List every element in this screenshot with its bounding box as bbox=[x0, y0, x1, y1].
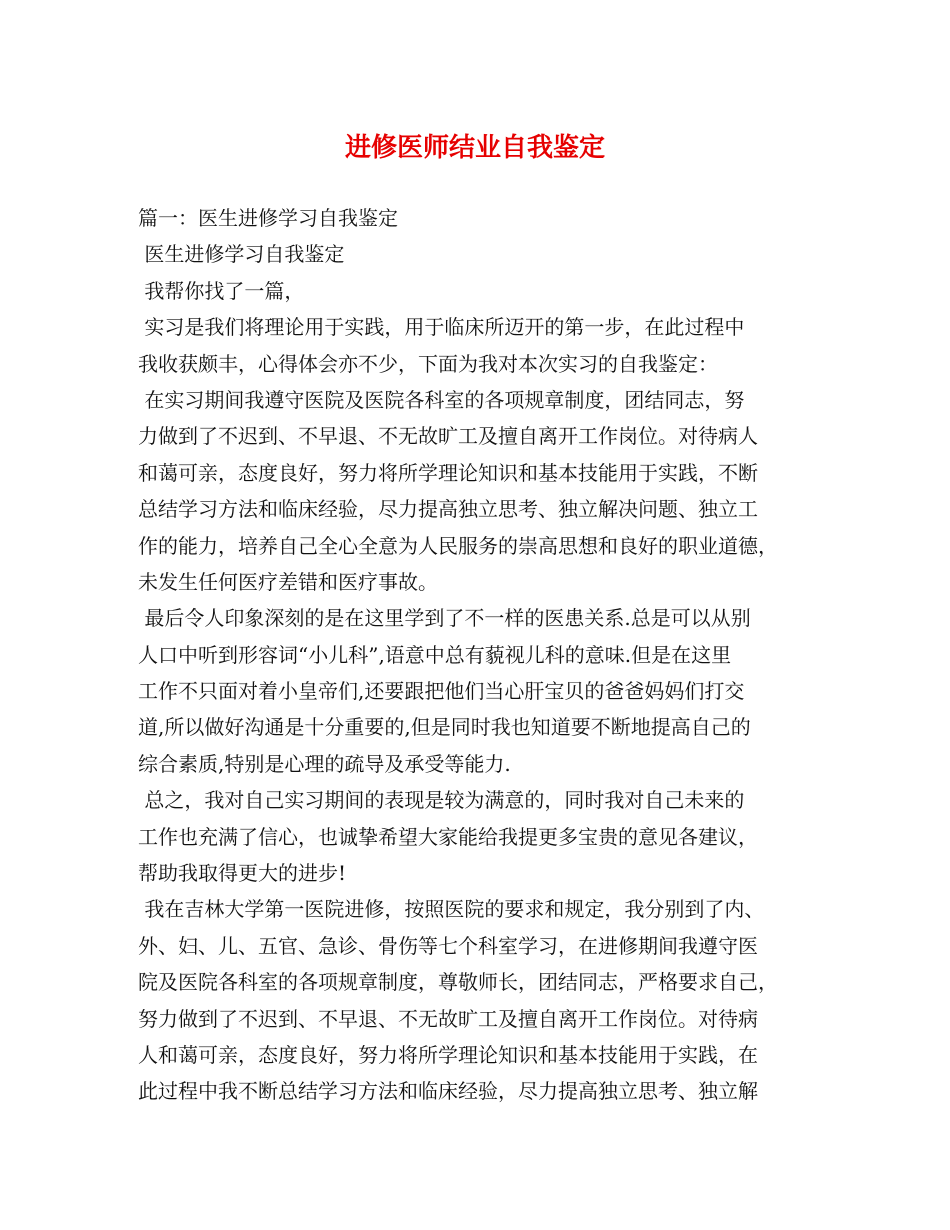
text-line: 人和蔼可亲，态度良好，努力将所学理论知识和基本技能用于实践，在 bbox=[138, 1042, 758, 1067]
text-line: 综合素质,特别是心理的疏导及承受等能力. bbox=[138, 751, 511, 776]
text-line: 最后令人印象深刻的是在这里学到了不一样的医患关系.总是可以从别 bbox=[138, 606, 751, 631]
text-line: 人口中听到形容词“小儿科”,语意中总有藐视儿科的意味.但是在这里 bbox=[138, 642, 732, 667]
text-line: 在实习期间我遵守医院及医院各科室的各项规章制度，团结同志，努 bbox=[138, 387, 745, 412]
text-line: 院及医院各科室的各项规章制度，尊敬师长，团结同志，严格要求自己， bbox=[138, 970, 778, 995]
text-line: 篇一：医生进修学习自我鉴定 bbox=[138, 206, 398, 230]
text-line: 帮助我取得更大的进步! bbox=[138, 861, 347, 886]
text-line: 我收获颇丰，心得体会亦不少，下面为我对本次实习的自我鉴定： bbox=[138, 351, 718, 376]
text-line: 未发生任何医疗差错和医疗事故。 bbox=[138, 569, 438, 594]
text-line: 总结学习方法和临床经验，尽力提高独立思考、独立解决问题、独立工 bbox=[138, 497, 758, 522]
text-line: 工作不只面对着小皇帝们,还要跟把他们当心肝宝贝的爸爸妈妈们打交 bbox=[138, 679, 745, 704]
text-line: 努力做到了不迟到、不早退、不无故旷工及擅自离开工作岗位。对待病 bbox=[138, 1006, 758, 1031]
text-line: 外、妇、儿、五官、急诊、骨伤等七个科室学习，在进修期间我遵守医 bbox=[138, 933, 758, 958]
text-line: 和蔼可亲，态度良好，努力将所学理论知识和基本技能用于实践，不断 bbox=[138, 460, 758, 485]
text-line: 作的能力，培养自己全心全意为人民服务的崇高思想和良好的职业道德， bbox=[138, 533, 778, 558]
text-line: 总之，我对自己实习期间的表现是较为满意的，同时我对自己未来的 bbox=[138, 788, 745, 813]
text-line: 此过程中我不断总结学习方法和临床经验，尽力提高独立思考、独立解 bbox=[138, 1079, 758, 1104]
text-line: 医生进修学习自我鉴定 bbox=[138, 242, 345, 267]
text-line: 实习是我们将理论用于实践，用于临床所迈开的第一步，在此过程中 bbox=[138, 315, 745, 340]
text-line: 我在吉林大学第一医院进修，按照医院的要求和规定，我分别到了内、 bbox=[138, 897, 765, 922]
page-title: 进修医师结业自我鉴定 bbox=[344, 133, 605, 163]
text-line: 道,所以做好沟通是十分重要的,但是同时我也知道要不断地提高自己的 bbox=[138, 715, 751, 740]
text-line: 我帮你找了一篇， bbox=[138, 278, 305, 303]
text-line: 工作也充满了信心，也诚挚希望大家能给我提更多宝贵的意见各建议， bbox=[138, 824, 758, 849]
text-line: 力做到了不迟到、不早退、不无故旷工及擅自离开工作岗位。对待病人 bbox=[138, 424, 758, 449]
document-body bbox=[138, 200, 814, 1110]
